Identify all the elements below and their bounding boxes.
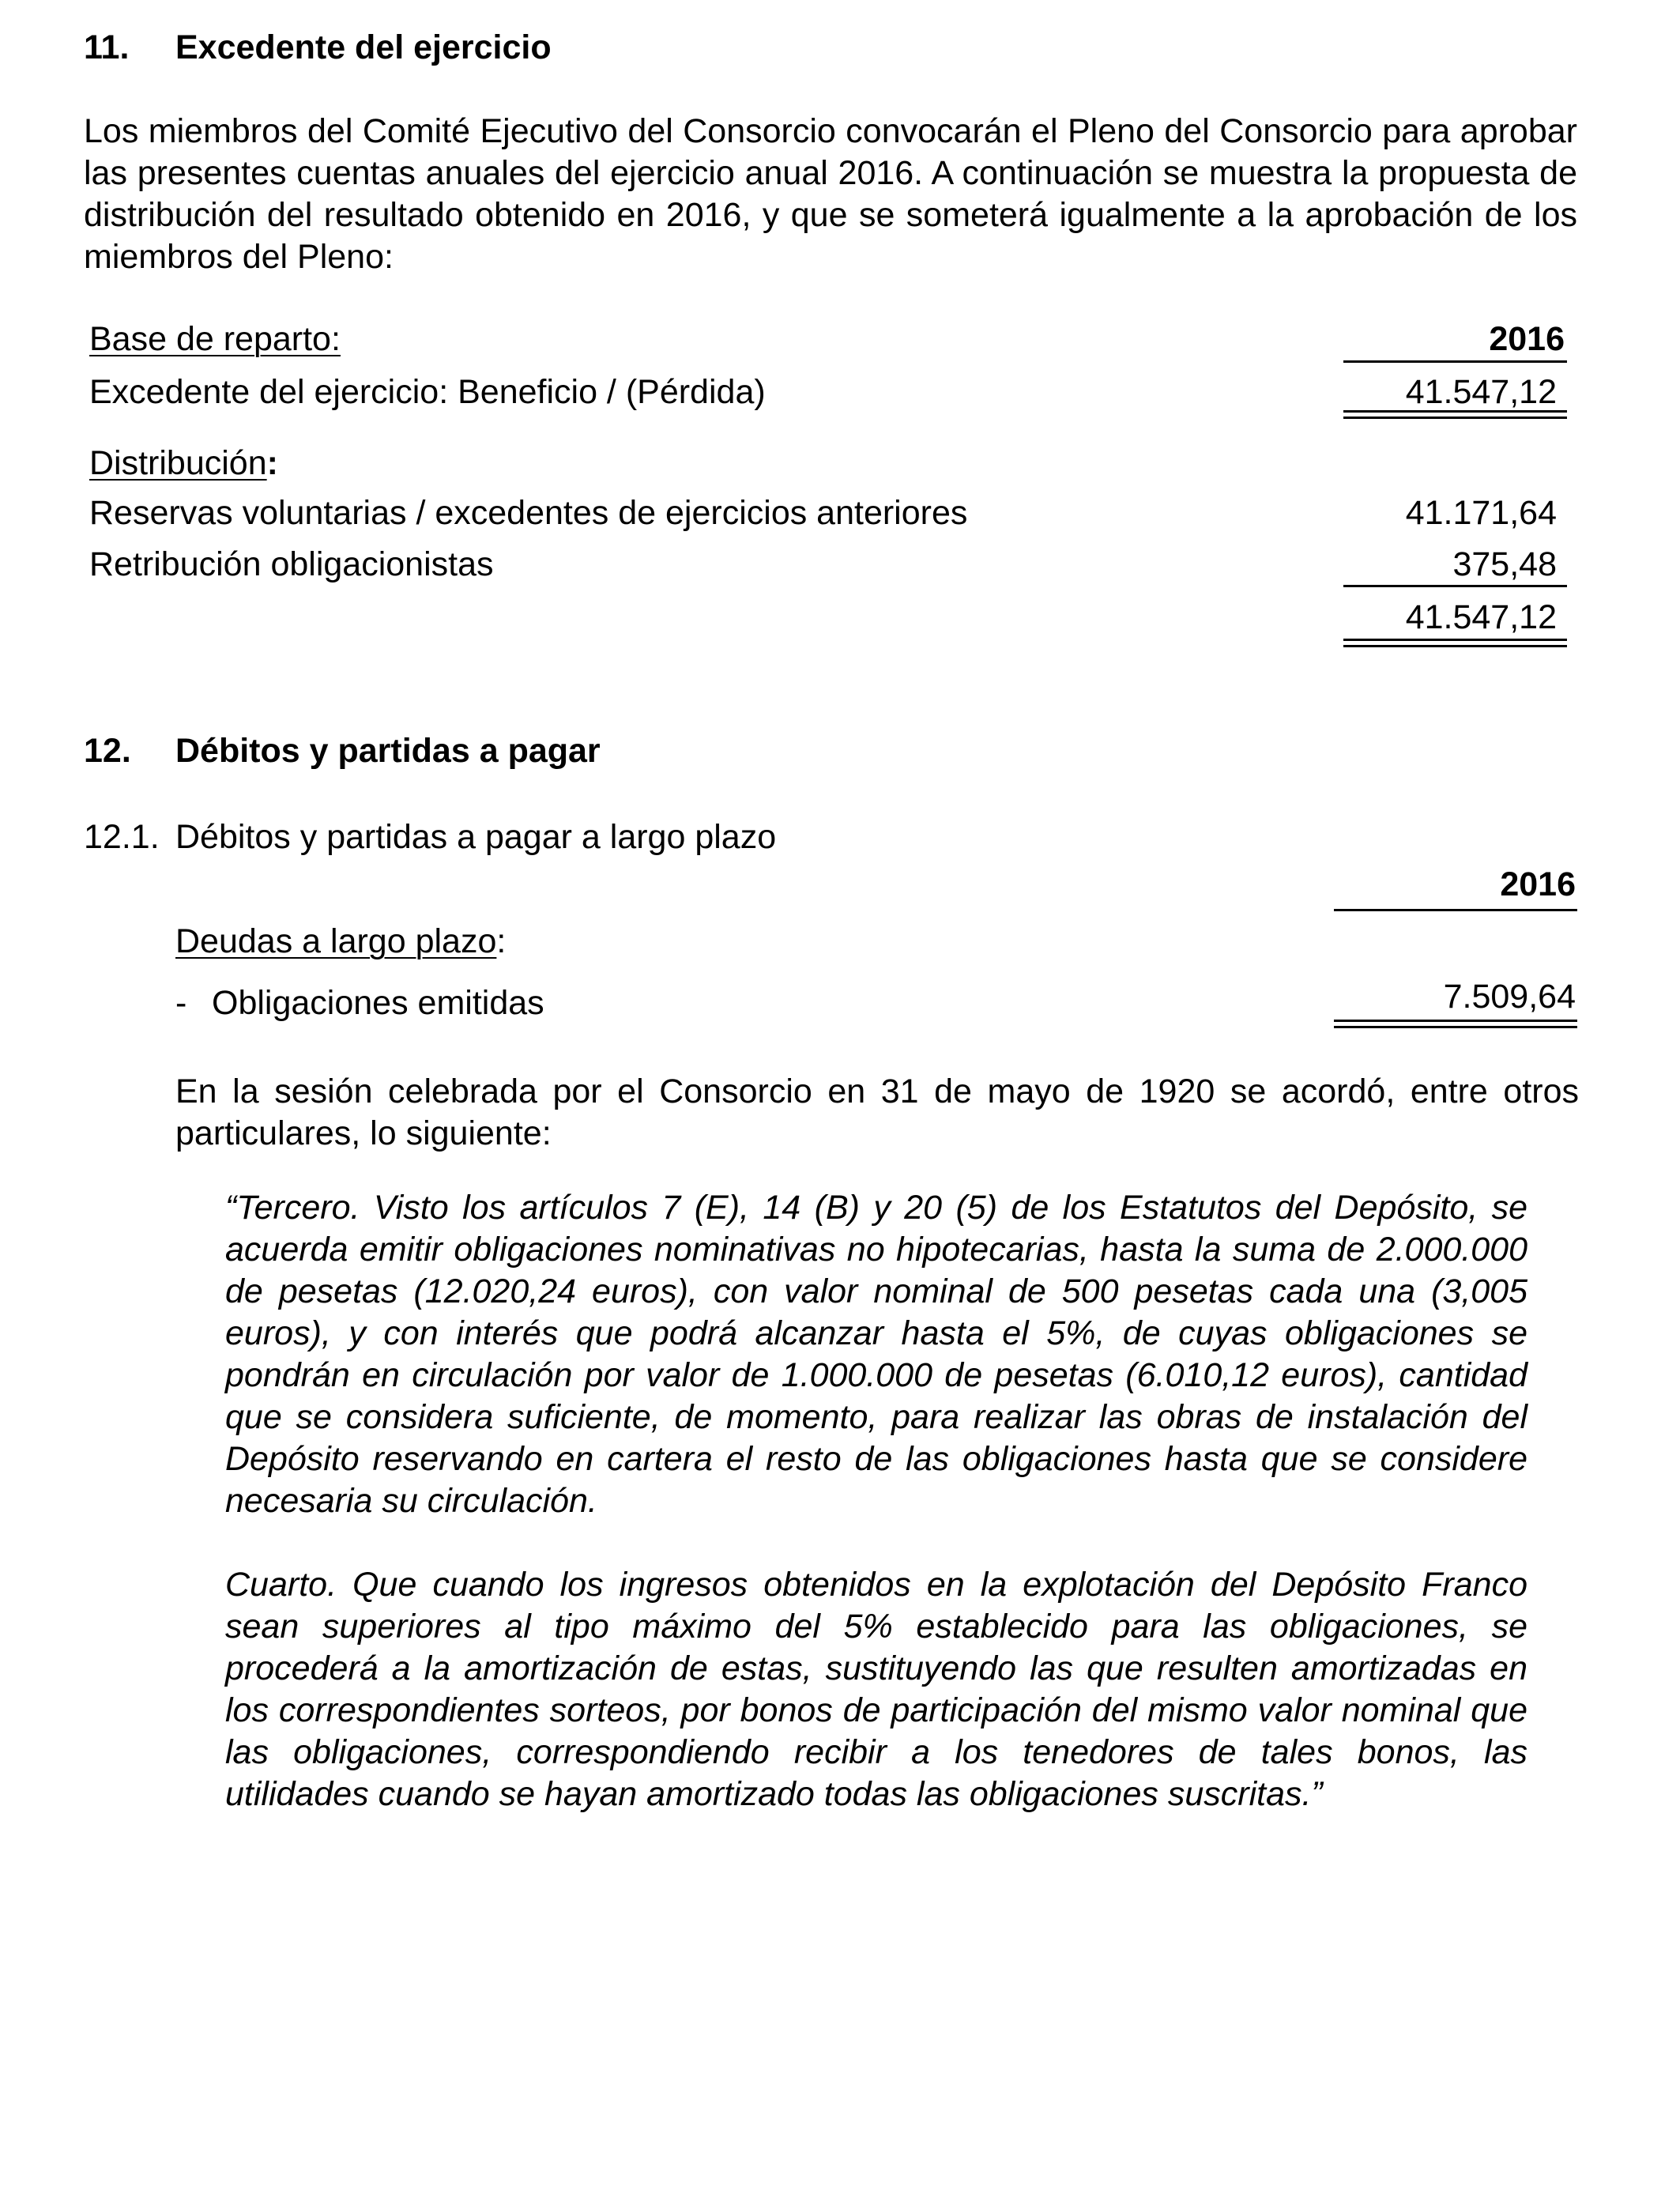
retribucion-value: 375,48 <box>1452 545 1557 583</box>
section-11-title: Excedente del ejercicio <box>175 28 552 66</box>
excedente-label: Excedente del ejercicio: Beneficio / (Pérdida) <box>89 373 766 411</box>
base-reparto-label: Base de reparto: <box>89 320 341 358</box>
obligaciones-value: 7.509,64 <box>1443 978 1576 1016</box>
subtotal-rule <box>1343 585 1567 587</box>
excedente-double-rule <box>1343 410 1567 419</box>
total-value: 41.547,12 <box>1405 598 1557 636</box>
retribucion-label: Retribución obligacionistas <box>89 545 494 583</box>
session-paragraph: En la sesión celebrada por el Consorcio en 31 de mayo de 1920 se acordó, entre otros particulares, lo siguiente: <box>175 1072 1579 1152</box>
section-11-intro: Los miembros del Comité Ejecutivo del Consorcio convocarán el Pleno del Consorcio para aprobar las presentes cuentas anuales del ejercicio anual 2016. A continuación se muestra la propuesta de distribución del resultado obtenido en 2016, y que se someterá igualmente a la aprobación de los miembros del Pleno: <box>84 112 1577 276</box>
section-12-number: 12. <box>84 732 131 770</box>
distribucion-heading: Distribución: <box>89 444 278 482</box>
year-header: 2016 <box>1489 320 1565 358</box>
excedente-value: 41.547,12 <box>1405 373 1557 411</box>
reservas-label: Reservas voluntarias / excedentes de ejercicios anteriores <box>89 494 968 532</box>
subsection-12-1-title: Débitos y partidas a pagar a largo plazo <box>175 818 777 856</box>
obligaciones-label: Obligaciones emitidas <box>212 984 544 1022</box>
quote-tercero: “Tercero. Visto los artículos 7 (E), 14 (B) y 20 (5) de los Estatutos del Depósito, se acuerda emitir obligaciones nominativas no hipotecarias, hasta la suma de 2.000.000 de pesetas (12.020,24 euros), con valor nominal de 500 pesetas cada una (3,005 euros), y con interés que podrá alcanzar hasta el 5%, de cuyas obligaciones se pondrán en circulación por valor de 1.000.000 de pesetas (6.010,12 euros), cantidad que se considera suficiente, de momento, para realizar las obras de instalación del Depósito reservando en cartera el resto de las obligaciones hasta que se considere necesaria su circulación. <box>225 1189 1527 1520</box>
section-11-number: 11. <box>84 28 130 66</box>
total-double-rule <box>1343 639 1567 647</box>
reservas-value: 41.171,64 <box>1405 494 1557 532</box>
header-rule <box>1343 360 1567 363</box>
year-header-12: 2016 <box>1500 865 1576 903</box>
subsection-12-1-number: 12.1. <box>84 818 160 856</box>
quote-cuarto: Cuarto. Que cuando los ingresos obtenidos en la explotación del Depósito Franco sean superiores al tipo máximo del 5% establecido para las obligaciones, se procederá a la amortización de estas, sustituyendo las que resulten amortizadas en los correspondientes sorteos, por bonos de participación del mismo valor nominal que las obligaciones, correspondiendo recibir a los tenedores de tales bonos, las utilidades cuando se hayan amortizado todas las obligaciones suscritas.” <box>225 1566 1527 1813</box>
section-12-title: Débitos y partidas a pagar <box>175 732 601 770</box>
obligaciones-dash: - <box>175 984 187 1022</box>
obligaciones-double-rule <box>1334 1020 1577 1028</box>
deudas-heading: Deudas a largo plazo: <box>175 922 507 960</box>
header-rule-12 <box>1334 909 1577 911</box>
